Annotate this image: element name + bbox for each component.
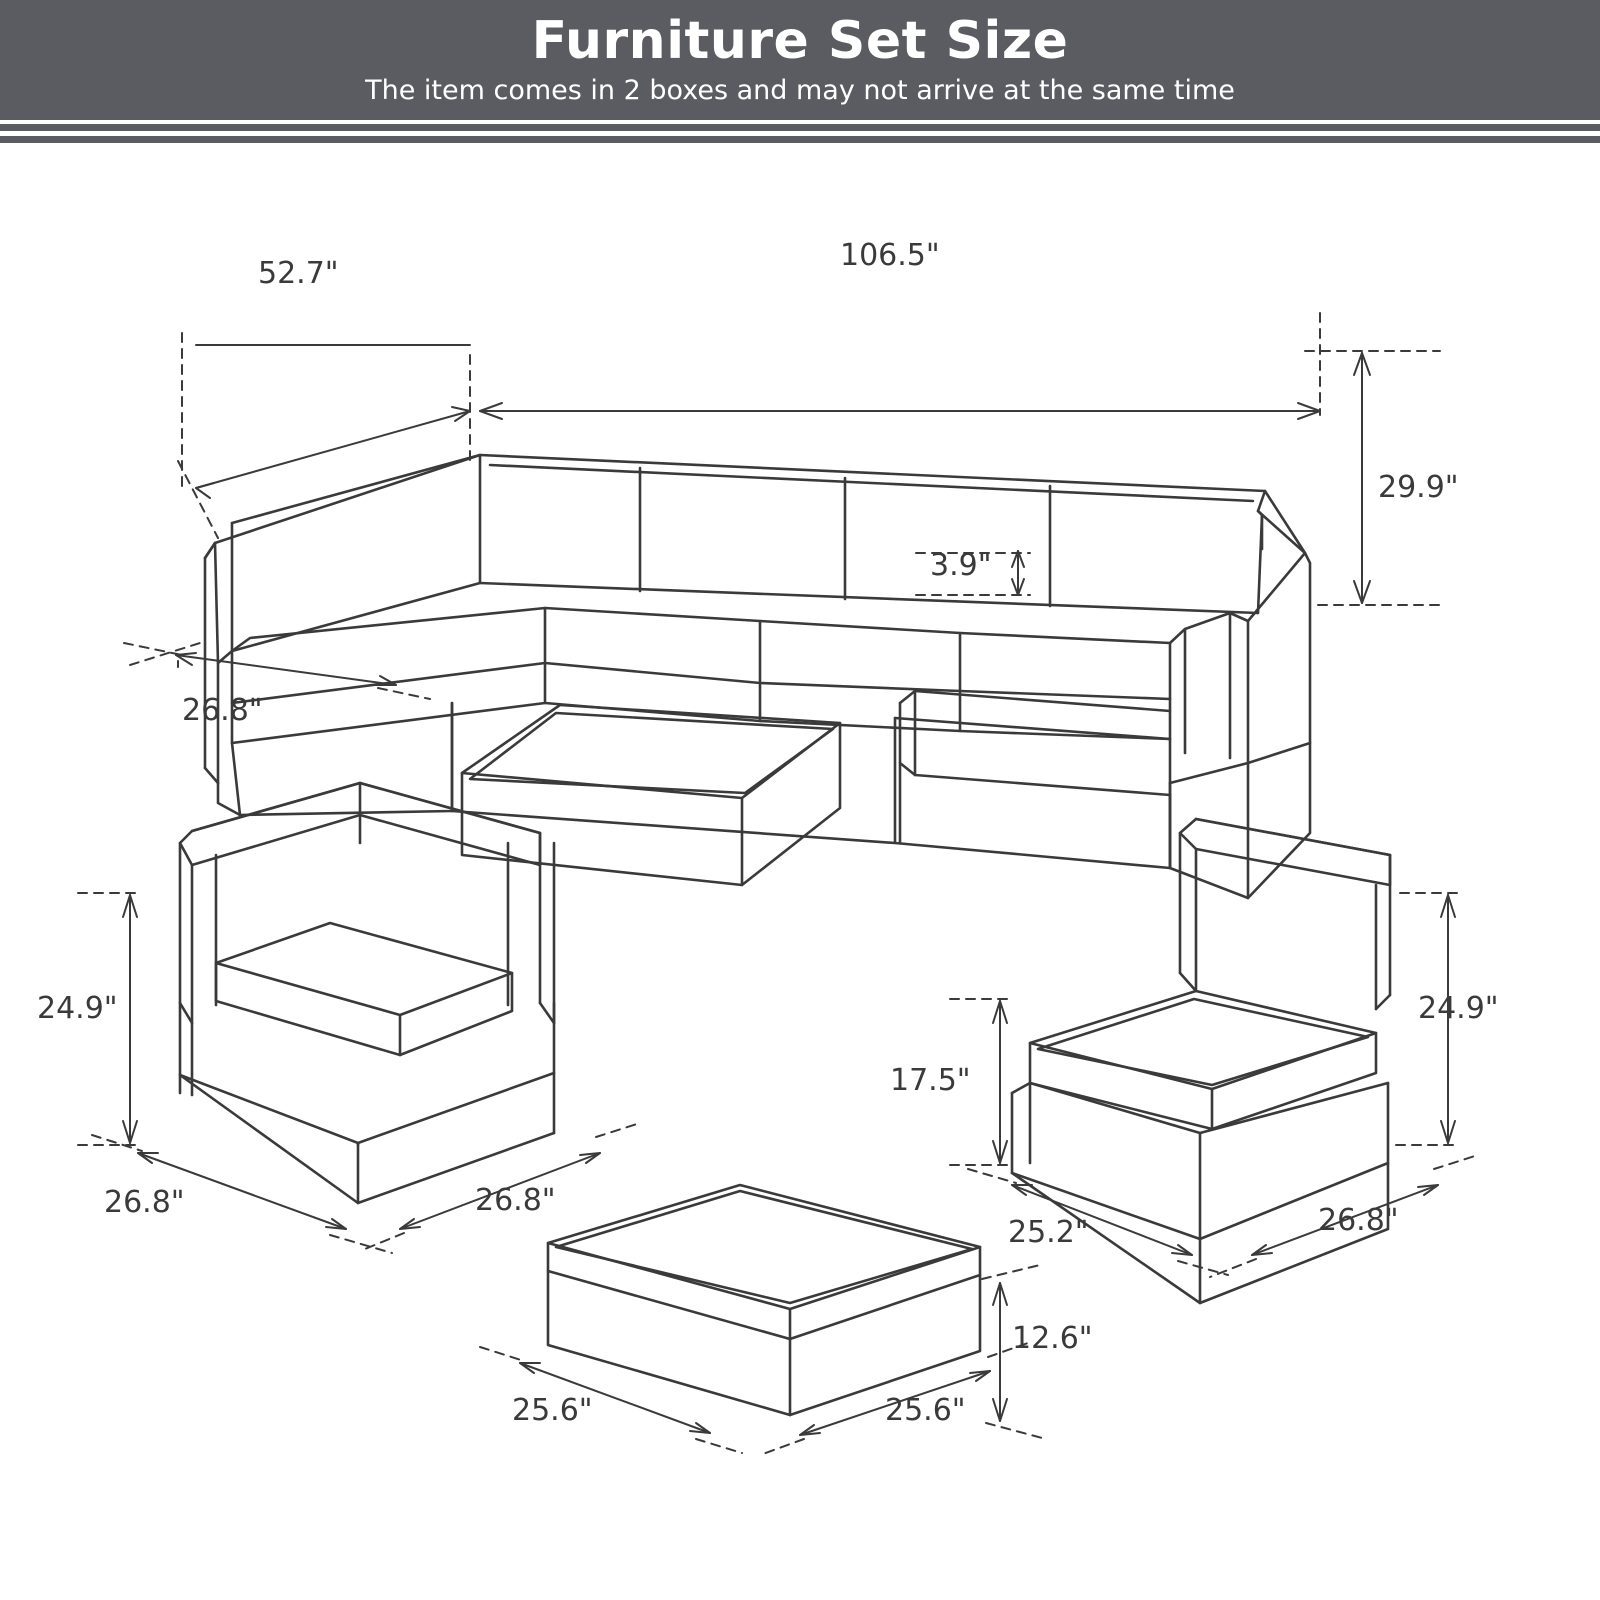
sectional-dimension-lines [124,313,1440,699]
dimension-label-ottoman-width: 25.6" [885,1393,966,1428]
dimension-label-armless-chair-width: 25.2" [1008,1215,1089,1250]
page-subtitle: The item comes in 2 boxes and may not arrive at the same time [365,74,1235,106]
dimension-label-sectional-width: 106.5" [840,238,940,273]
dimension-label-sectional-height: 29.9" [1378,470,1459,505]
header-divider-bottom [0,136,1600,143]
diagram-canvas [0,143,1600,1600]
dimension-label-armless-chair-height: 24.9" [1418,991,1499,1026]
dimension-label-armless-chair-depth: 26.8" [1318,1203,1399,1238]
corner-chair-drawing [180,783,554,1203]
dimension-label-cushion-thickness: 3.9" [930,548,992,583]
dimension-label-sectional-depth-left: 52.7" [258,256,339,291]
diagram-svg [0,143,1600,1600]
header-divider-top [0,124,1600,131]
dimension-label-ottoman-height: 12.6" [1012,1321,1093,1356]
dimension-label-armless-chair-seat-depth: 17.5" [890,1063,971,1098]
dimension-label-corner-chair-depth: 26.8" [104,1185,185,1220]
dimension-label-corner-chair-height: 24.9" [37,991,118,1026]
page-title: Furniture Set Size [531,11,1069,72]
sectional-sofa-drawing [205,455,1310,898]
dimension-label-corner-chair-width: 26.8" [475,1183,556,1218]
ottoman-table-drawing [548,1185,980,1415]
dimension-label-ottoman-depth: 25.6" [512,1393,593,1428]
page-header [0,0,1600,120]
dimension-label-sectional-seat-depth: 26.8" [182,693,263,728]
